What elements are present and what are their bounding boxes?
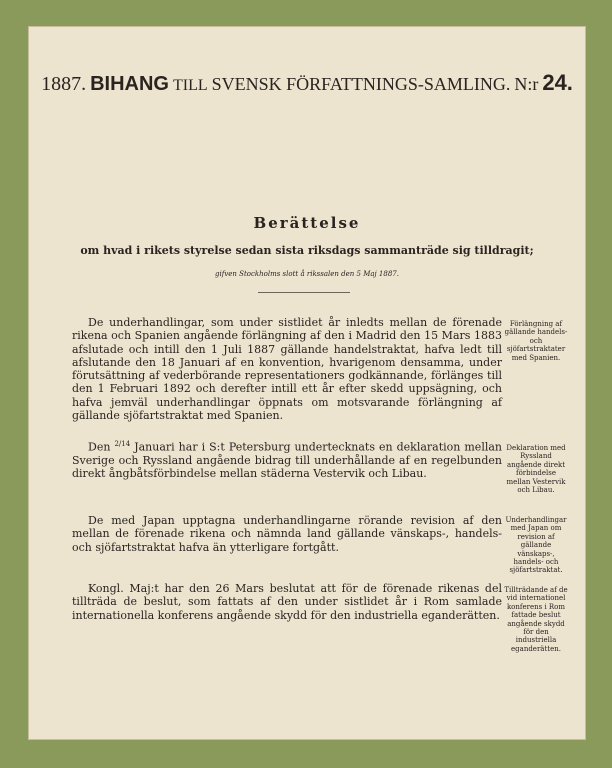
document-page bbox=[28, 26, 586, 740]
header-collection: SVENSK FÖRFATTNINGS-SAMLING. bbox=[211, 74, 511, 94]
document-title: Berättelse bbox=[253, 214, 361, 232]
paragraph-japan: De med Japan upptagna underhandlingarne rörande revision af den mellan de förenade rikena och nämnda land gällande vänskaps-, handels- och sjöfartstraktat hafva än ytterligare fortgått. bbox=[72, 514, 502, 554]
title-divider bbox=[258, 292, 350, 293]
date-fraction: 2/14 bbox=[114, 440, 131, 448]
margin-note-russia: Deklaration med Ryssland angående direkt förbindelse mellan Vestervik och Libau. bbox=[506, 444, 566, 495]
header-year: 1887. bbox=[41, 73, 87, 95]
document-dateline: gifven Stockholms slott å rikssalen den 5 Maj 1887. bbox=[215, 270, 399, 278]
paragraph-spain: De underhandlingar, som under sistlidet år inledts mellan de förenade rikena och Spanien angående förlängning af den i Madrid den 15 Mars 1883 afslutade och intill den 1 Juli 1887 gällande handelstraktat, hafva ledt till afslutande den 18 Januari af en konvention, hvarigenom densamma, under förutsättning af vederbörande representationers godkännande, förlänges till den 1 Februari 1892 och derefter intill ett år efter skedd uppsägning, och hafva jemväl underhandlingar öppnats om motsvarande förlängning af gällande sjöfartstraktat med Spanien. bbox=[72, 316, 502, 423]
margin-note-japan: Underhandlingar med Japan om revision af gällande vänskaps-, handels- och sjöfartstraktat. bbox=[505, 516, 567, 575]
margin-note-rome: Tillträdande af de vid internationel konferens i Rom fattade beslut angående skydd för den industriella eganderätten. bbox=[504, 586, 568, 653]
page-header bbox=[28, 70, 586, 96]
paragraph-russia-start: Den bbox=[88, 440, 115, 454]
header-bihang: BIHANG bbox=[90, 73, 169, 95]
header-till: TILL bbox=[172, 77, 208, 94]
paragraph-rome: Kongl. Maj:t har den 26 Mars beslutat att för de förenade rikenas del tillträda de beslut, som fattats af den under sistlidet år i Rom samlade internationella konferens angående skydd för den industriella eganderätten. bbox=[72, 582, 502, 622]
paragraph-russia bbox=[72, 438, 502, 481]
document-subtitle: om hvad i rikets styrelse sedan sista riksdags sammanträde sig tilldragit; bbox=[80, 244, 534, 257]
margin-note-spain: Förlängning af gällande handels- och sjöfartstraktater med Spanien. bbox=[504, 320, 568, 362]
header-number: 24. bbox=[542, 70, 573, 95]
header-number-prefix: N:r bbox=[514, 74, 539, 94]
paragraph-russia-rest: Januari har i S:t Petersburg undertecknats en deklaration mellan Sverige och Ryssland angående bidrag till underhållande af en regelbunden direkt ångbåtsförbindelse mellan städerna Vestervik och Libau. bbox=[72, 440, 502, 481]
